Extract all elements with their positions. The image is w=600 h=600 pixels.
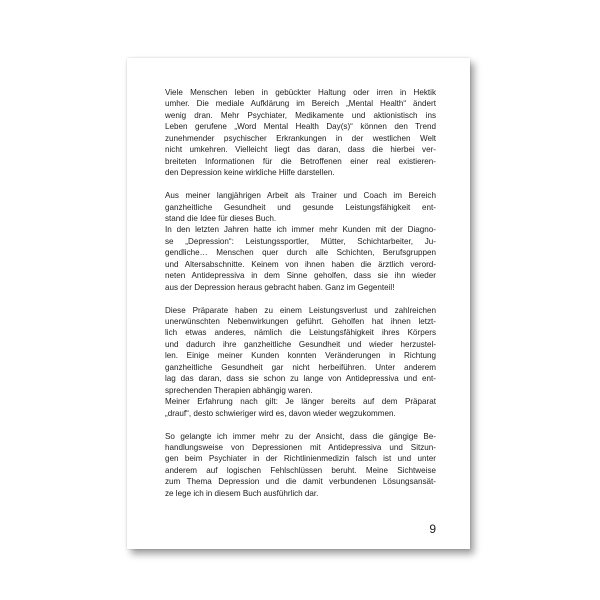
text-line: stand die Idee für dieses Buch. [165, 213, 277, 223]
text-line: se „Depression“: Leistungssportler, Mütter, Schichtarbeiter, Ju- [165, 236, 436, 246]
text-line: nicht umkehren. Vielleicht liegt das daran, dass die hierbei ver- [165, 145, 436, 155]
text-line: Leben gerufene „Word Mental Health Day(s)“ können den Trend [165, 122, 436, 132]
text-line: ze lege ich in diesem Buch ausführlich dar. [165, 488, 319, 498]
text-line: gen beim Psychiater in der Richtlinienmedizin falsch ist und unter [165, 454, 436, 464]
text-line: Aus meiner langjährigen Arbeit als Trainer und Coach im Bereich [165, 191, 436, 201]
text-line: len. Einige meiner Kunden konnten Veränderungen in Richtung [165, 351, 436, 361]
text-line: sprechenden Therapien abhängig waren. [165, 385, 313, 395]
text-line: zunehmender psychischer Erkrankungen in der westlichen Welt [165, 133, 436, 143]
text-line: Meiner Erfahrung nach gilt: Je länger bereits auf dem Präparat [165, 397, 436, 407]
text-line: den Depression keine wirkliche Hilfe darstellen. [165, 168, 335, 178]
text-line: anderem auf logischen Fehlschlüssen beruht. Meine Sichtweise [165, 465, 436, 475]
text-line: ganzheitliche Gesundheit und gesunde Leistungsfähigkeit ent- [165, 202, 436, 212]
text-line: und Altersabschnitte. Keinem von ihnen haben die ärztlich verord- [165, 259, 436, 269]
text-line: und dadurch ihre ganzheitliche Gesundheit und wieder herzustel- [165, 339, 436, 349]
book-page [127, 58, 470, 549]
body-text [165, 87, 436, 499]
text-line: zum Thema Depression und die damit verbundenen Lösungsansät- [165, 477, 436, 487]
text-line: Diese Präparate haben zu einem Leistungsverlust und zahlreichen [165, 305, 436, 315]
text-line: ganzheitliche Gesundheit gar nicht herbeiführen. Unter anderem [165, 362, 436, 372]
paragraph [165, 305, 436, 420]
text-line: wenig dran. Mehr Psychiater, Medikamente und aktionistisch ins [165, 110, 436, 120]
text-line: lag das daran, dass sie schon zu lange von Antidepressiva und ent- [165, 374, 436, 384]
paragraph [165, 431, 436, 500]
text-line: Viele Menschen leben in gebückter Haltung oder irren in Hektik [165, 88, 436, 97]
text-line: So gelangte ich immer mehr zu der Ansicht, dass die gängige Be- [165, 431, 436, 441]
text-line: unerwünschten Nebenwirkungen geführt. Geholfen hat ihnen letzt- [165, 317, 436, 327]
paragraph [165, 87, 436, 179]
text-line: lich etwas anderes, nämlich die Leistungsfähigkeit ihres Körpers [165, 328, 436, 338]
text-line: gendliche… Menschen quer durch alle Schichten, Berufsgruppen [165, 248, 436, 258]
paragraph [165, 190, 436, 293]
text-line: „drauf“, desto schwieriger wird es, davon wieder wegzukommen. [165, 408, 396, 418]
page-number: 9 [429, 522, 436, 536]
text-line: In den letzten Jahren hatte ich immer mehr Kunden mit der Diagno- [165, 225, 436, 235]
text-line: neten Antidepressiva in dem Sinne geholfen, dass sie ihn wieder [165, 271, 436, 281]
text-line: breiteten Informationen für die Betroffenen einer real existieren- [165, 156, 436, 166]
text-line: handlungsweise von Depressionen mit Antidepressiva und Sitzun- [165, 443, 436, 452]
text-line: umher. Die mediale Aufklärung im Bereich „Mental Health“ ändert [165, 99, 436, 109]
text-line: aus der Depression heraus gebracht haben. Ganz im Gegenteil! [165, 282, 395, 292]
